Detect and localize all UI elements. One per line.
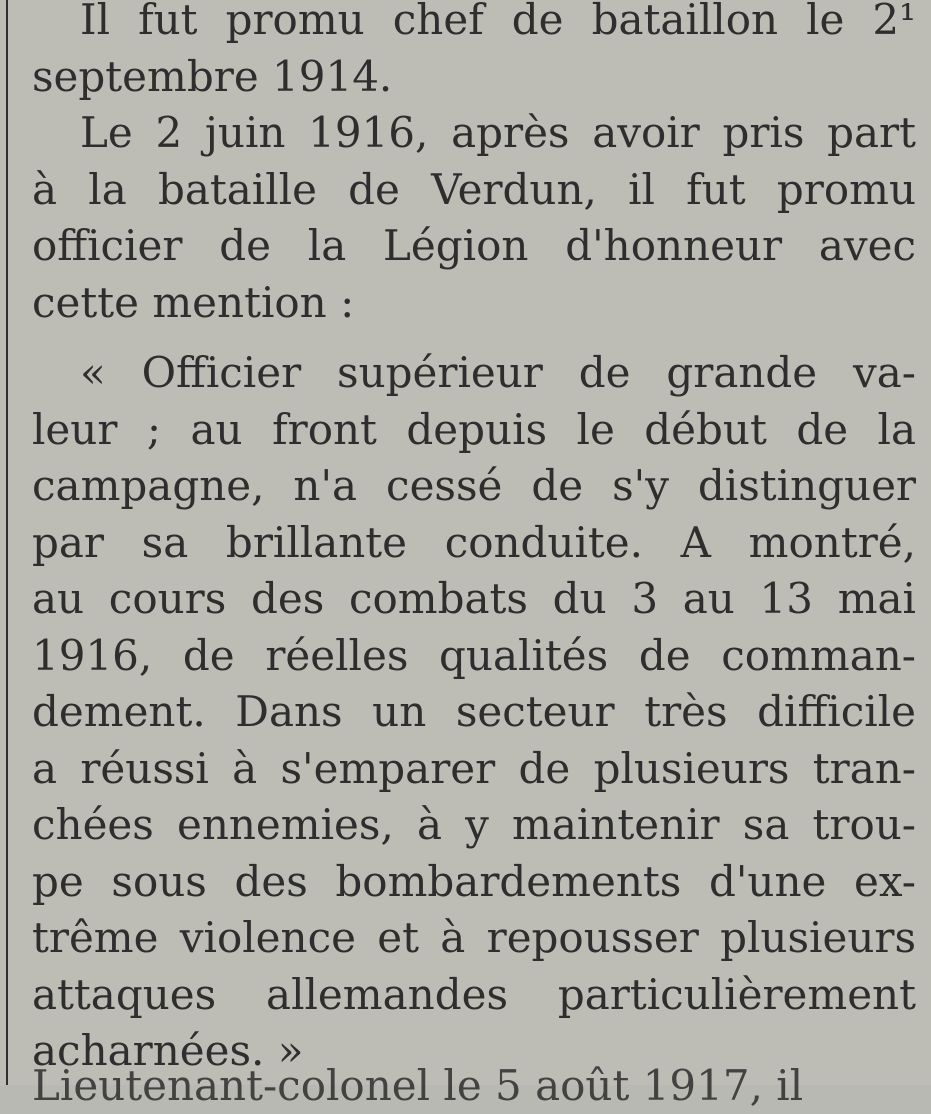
- text-line: Il fut promu chef de bataillon le 2¹: [80, 0, 916, 44]
- cut-off-line: Lieutenant-colonel le 5 août 1917, il: [32, 1061, 804, 1110]
- quote-line: attaques allemandes particulièrement: [32, 969, 916, 1019]
- quote-line: par sa brillante conduite. A montré,: [32, 517, 916, 567]
- quote-line: acharnées. »: [32, 1026, 304, 1075]
- text-line: officier de la Légion d'honneur avec: [32, 221, 916, 270]
- quote-line: dement. Dans un secteur très difficile: [32, 687, 916, 736]
- text-line: à la bataille de Verdun, il fut promu: [32, 164, 916, 214]
- column-rule: [6, 0, 8, 1085]
- quote-line: leur ; au front depuis le début de la: [32, 404, 916, 454]
- quote-line: trême violence et à repousser plusieurs: [32, 913, 916, 962]
- article-column: [32, 0, 916, 1080]
- text-line: cette mention :: [32, 277, 355, 327]
- quote-line: campagne, n'a cessé de s'y distinguer: [32, 461, 916, 510]
- quote-line: pe sous des bombardements d'une ex-: [32, 856, 916, 906]
- text-line: Le 2 juin 1916, après avoir pris part: [80, 108, 916, 157]
- quote-line: chées ennemies, à y maintenir sa trou-: [32, 800, 916, 849]
- quote-line: « Officier supérieur de grande va-: [80, 348, 916, 397]
- quote-line: au cours des combats du 3 au 13 mai: [32, 574, 916, 623]
- text-line: septembre 1914.: [32, 51, 393, 101]
- quote-line: 1916, de réelles qualités de comman-: [32, 630, 916, 680]
- quote-line: a réussi à s'emparer de plusieurs tran-: [32, 743, 916, 793]
